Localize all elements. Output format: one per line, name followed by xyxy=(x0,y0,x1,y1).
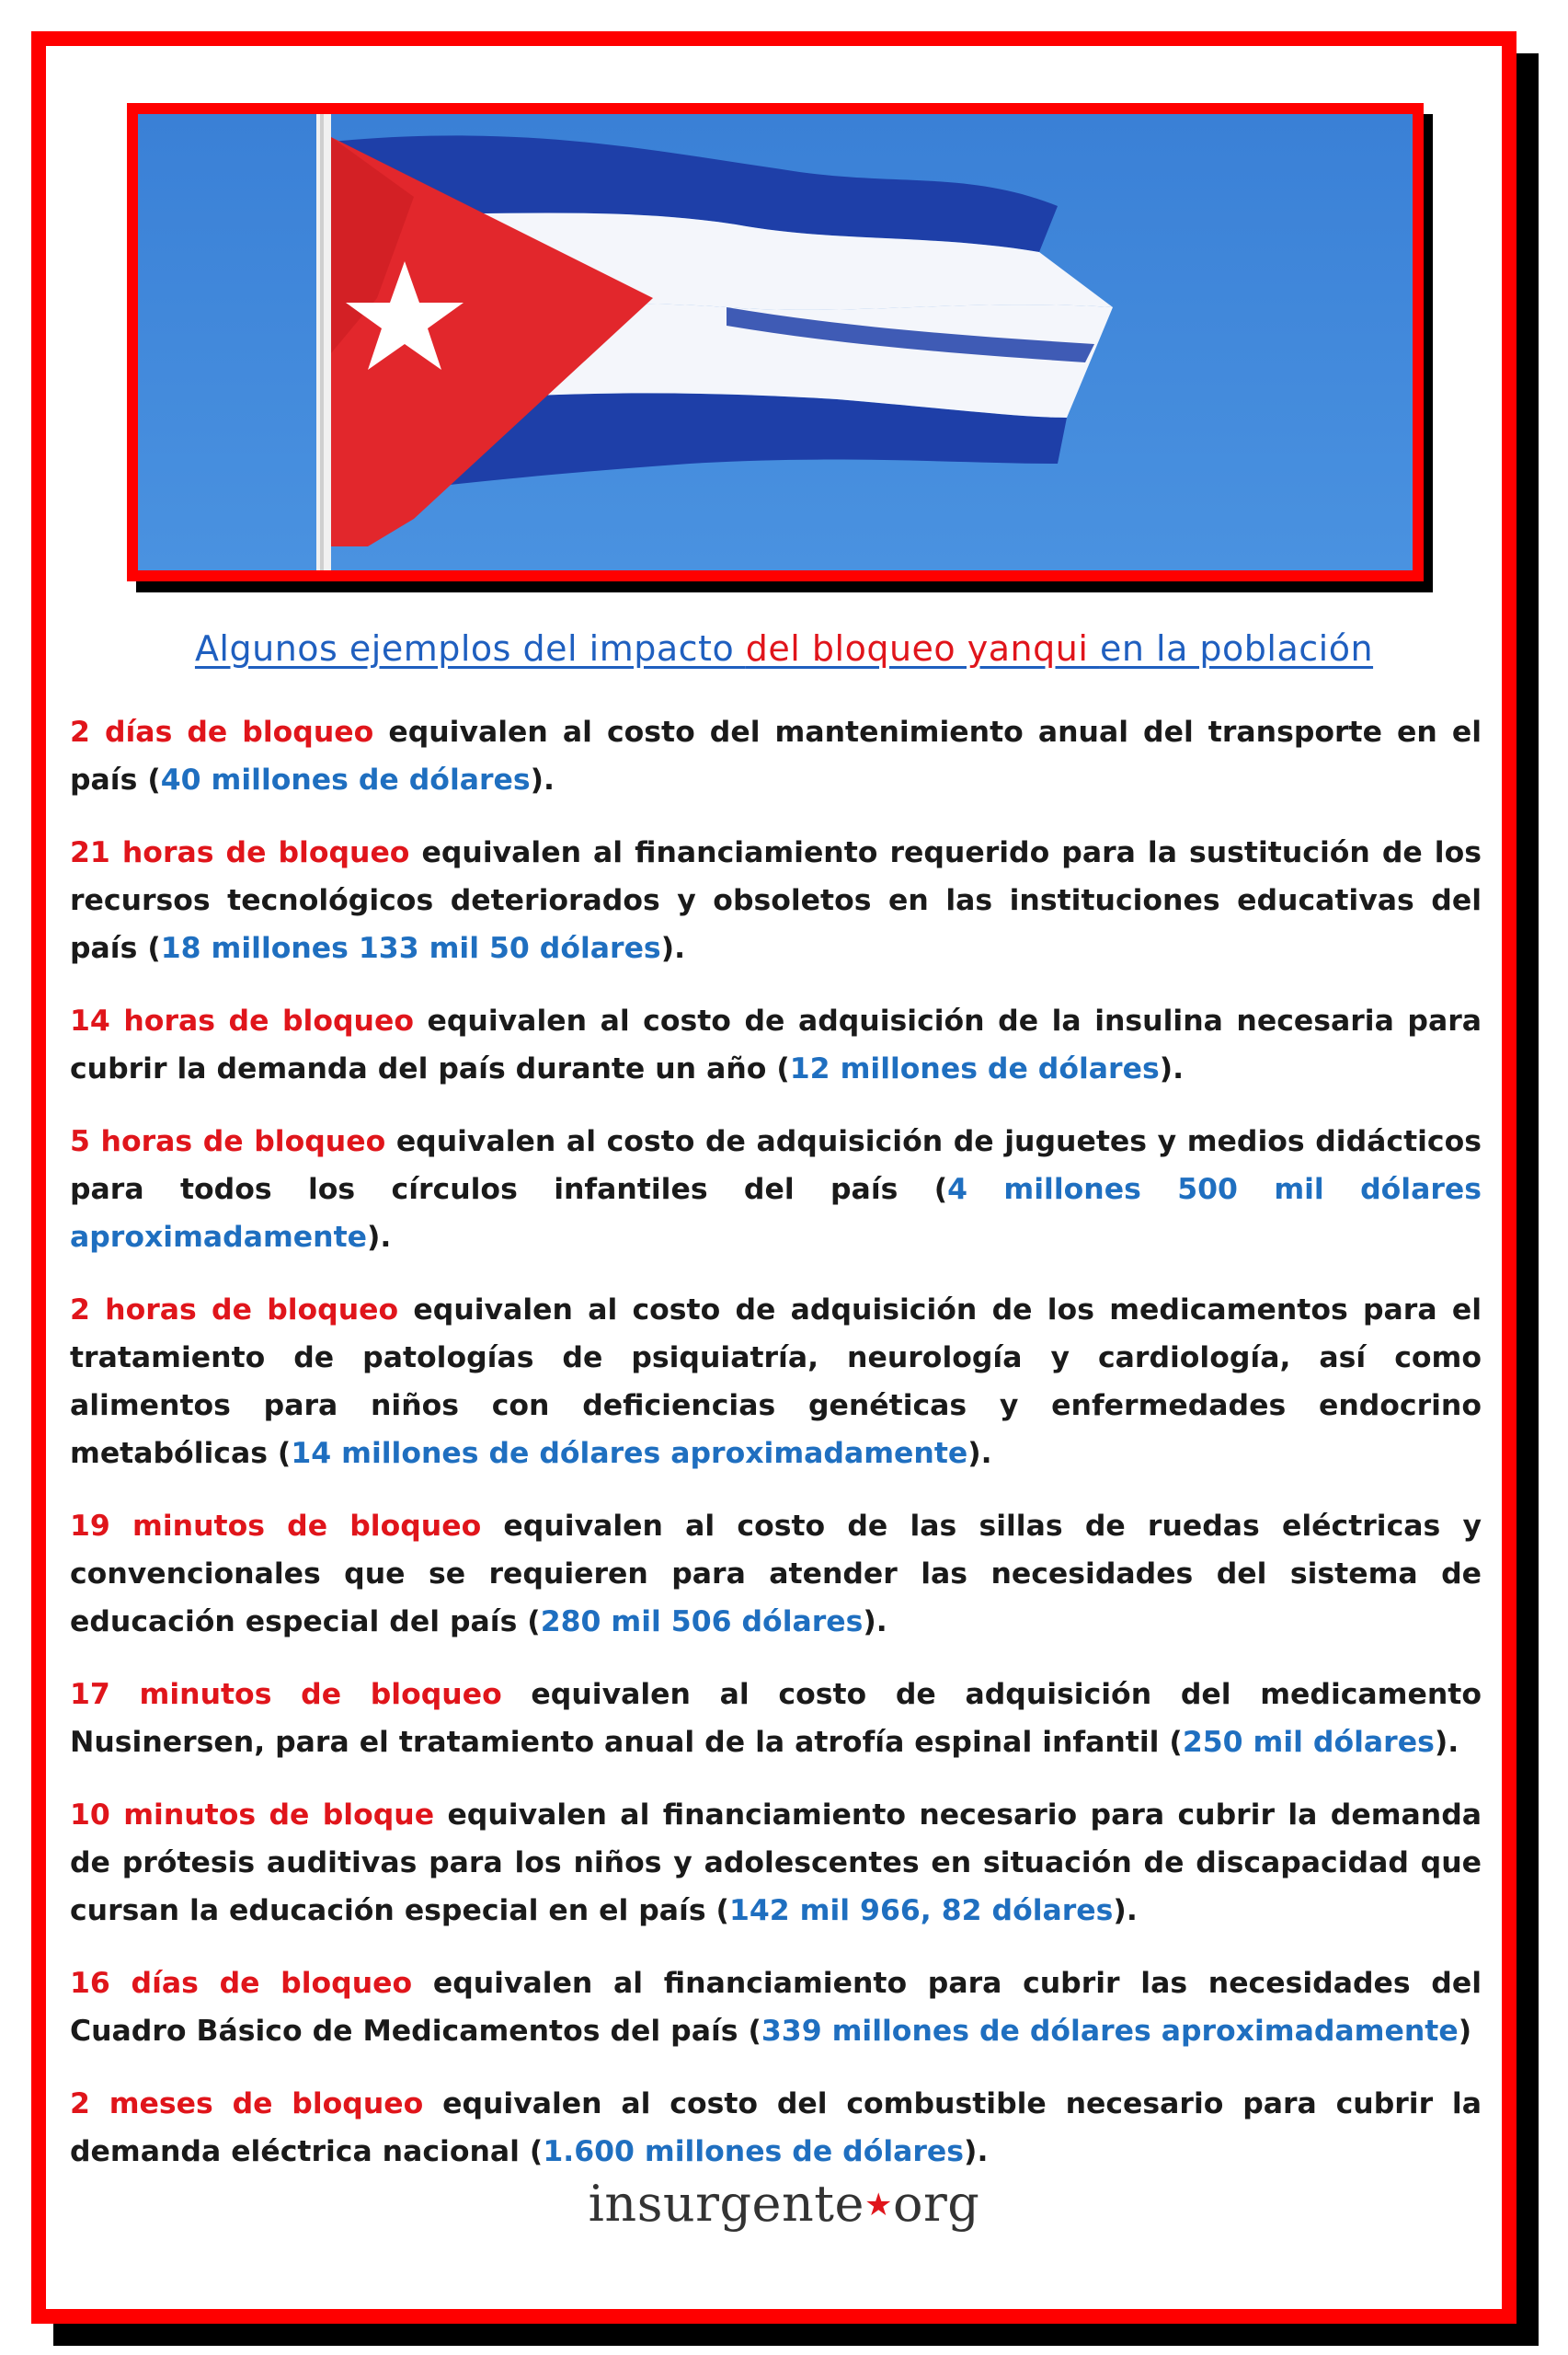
list-item xyxy=(70,1286,1482,1477)
list-item xyxy=(70,1959,1482,2055)
examples-list xyxy=(70,708,1482,2200)
logo-text-1: insurgente xyxy=(588,2175,864,2233)
list-item xyxy=(70,1791,1482,1935)
page-title xyxy=(55,628,1513,669)
item-value: 1.600 millones de dólares xyxy=(543,2135,965,2168)
insurgente-logo xyxy=(0,2175,1568,2233)
item-tail: ). xyxy=(1159,1052,1185,1086)
item-lead: 19 minutos de bloqueo xyxy=(70,1510,482,1543)
item-tail: ). xyxy=(660,932,686,965)
item-value: 12 millones de dólares xyxy=(789,1052,1160,1086)
item-text: equivalen al costo de las sillas de ruedas eléctricas y convencionales que se requieren para atender las necesidades del sistema de educación especial del país ( xyxy=(70,1510,1482,1638)
list-item xyxy=(70,1671,1482,1766)
item-value: 280 mil 506 dólares xyxy=(540,1605,864,1638)
item-tail: ). xyxy=(1113,1894,1138,1927)
item-lead: 5 horas de bloqueo xyxy=(70,1125,386,1158)
item-tail: ). xyxy=(367,1221,392,1254)
item-lead: 16 días de bloqueo xyxy=(70,1967,413,2000)
item-lead: 2 meses de bloqueo xyxy=(70,2087,424,2120)
list-item xyxy=(70,997,1482,1093)
item-value: 250 mil dólares xyxy=(1182,1726,1435,1759)
title-part-3: en la población xyxy=(1099,628,1374,669)
item-value: 18 millones 133 mil 50 dólares xyxy=(160,932,661,965)
star-icon: ★ xyxy=(864,2187,893,2223)
item-lead: 2 días de bloqueo xyxy=(70,716,374,749)
cuban-flag-image xyxy=(127,103,1424,581)
item-tail: ). xyxy=(863,1605,887,1638)
item-text: equivalen al financiamiento para cubrir las necesidades del Cuadro Básico de Medicamentos del país ( xyxy=(70,1967,1482,2048)
list-item xyxy=(70,829,1482,972)
item-text: equivalen al costo de adquisición de la insulina necesaria para cubrir la demanda del país durante un año ( xyxy=(70,1005,1482,1086)
cuban-flag-illustration xyxy=(138,114,1413,570)
item-text: equivalen al costo del combustible necesario para cubrir la demanda eléctrica nacional ( xyxy=(70,2087,1482,2168)
item-tail: ) xyxy=(1458,2015,1472,2048)
title-part-2: del bloqueo yanqui xyxy=(745,628,1100,669)
item-tail: ). xyxy=(967,1437,992,1470)
item-text: equivalen al costo de adquisición de juguetes y medios didácticos para todos los círculos infantiles del país ( xyxy=(70,1125,1482,1206)
item-lead: 14 horas de bloqueo xyxy=(70,1005,414,1038)
logo-text-2: org xyxy=(892,2175,980,2233)
item-value: 339 millones de dólares aproximadamente xyxy=(761,2015,1459,2048)
item-value: 4 millones 500 mil dólares aproximadamente xyxy=(70,1173,1482,1254)
item-value: 14 millones de dólares aproximadamente xyxy=(291,1437,968,1470)
item-lead: 21 horas de bloqueo xyxy=(70,836,410,869)
item-lead: 10 minutos de bloque xyxy=(70,1798,435,1832)
item-text: equivalen al financiamiento requerido para la sustitución de los recursos tecnológicos deteriorados y obsoletos en las instituciones educativas del país ( xyxy=(70,836,1482,965)
item-text: equivalen al financiamiento necesario para cubrir la demanda de prótesis auditivas para los niños y adolescentes en situación de discapacidad que cursan la educación especial en el país ( xyxy=(70,1798,1482,1927)
item-value: 40 millones de dólares xyxy=(160,764,531,797)
list-item xyxy=(70,1502,1482,1646)
item-tail: ). xyxy=(964,2135,989,2168)
title-part-1: Algunos ejemplos del impacto xyxy=(194,628,746,669)
item-text: equivalen al costo de adquisición del medicamento Nusinersen, para el tratamiento anual de la atrofía espinal infantil ( xyxy=(70,1678,1482,1759)
item-tail: ). xyxy=(530,764,555,797)
list-item xyxy=(70,1118,1482,1261)
item-value: 142 mil 966, 82 dólares xyxy=(728,1894,1114,1927)
list-item xyxy=(70,708,1482,804)
item-text: equivalen al costo de adquisición de los medicamentos para el tratamiento de patologías de psiquiatría, neurología y cardiología, así como alimentos para niños con deficiencias genéticas y enfermedades endocrino metabólicas ( xyxy=(70,1293,1482,1470)
item-lead: 2 horas de bloqueo xyxy=(70,1293,399,1327)
list-item xyxy=(70,2080,1482,2176)
item-text: equivalen al costo del mantenimiento anual del transporte en el país ( xyxy=(70,716,1482,797)
item-tail: ). xyxy=(1434,1726,1459,1759)
item-lead: 17 minutos de bloqueo xyxy=(70,1678,502,1711)
